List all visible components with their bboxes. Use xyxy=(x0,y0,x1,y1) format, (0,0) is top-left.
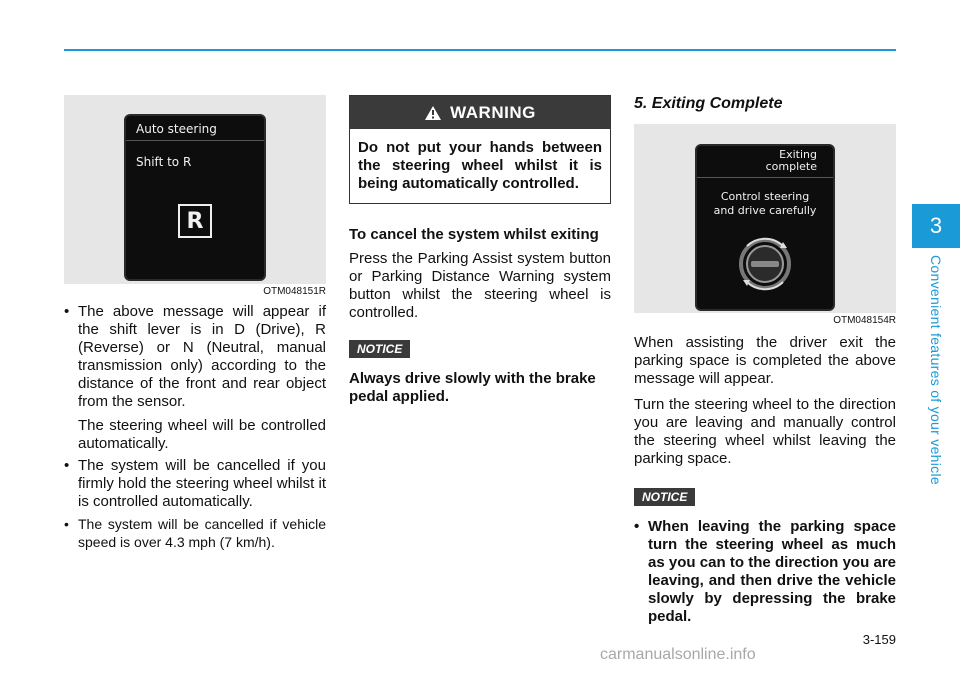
bullet-continuation: The steering wheel will be controlled automatically. xyxy=(78,417,326,452)
warning-title: WARNING xyxy=(450,102,536,122)
section-title: 5. Exiting Complete xyxy=(634,95,783,112)
cancel-heading: To cancel the system whilst exiting xyxy=(349,226,599,243)
list-item: • The system will be cancelled if vehicle speed is over 4.3 mph (7 km/h). xyxy=(64,515,326,551)
steering-wheel-icon xyxy=(733,232,797,296)
chapter-tab xyxy=(912,204,960,248)
gear-letter: R xyxy=(186,208,204,234)
cluster-display xyxy=(695,144,835,311)
figure-exiting-complete xyxy=(634,124,896,313)
display-header-line: complete xyxy=(765,160,817,173)
warning-header xyxy=(350,96,610,129)
figure-auto-steering xyxy=(64,95,326,284)
notice-text: Always drive slowly with the brake pedal applied. xyxy=(349,370,596,405)
display-header: Auto steering xyxy=(126,116,264,141)
display-message xyxy=(697,178,833,218)
page-number: 3-159 xyxy=(862,632,896,647)
display-message-line: Control steering xyxy=(720,190,810,203)
list-item: • The system will be cancelled if you firmly hold the steering wheel whilst it is controlled automatically. xyxy=(64,457,326,511)
list-item: • When leaving the parking space turn the steering wheel as much as you can to the direction you are leaving, and then drive the vehicle slowly by depressing the brake pedal. xyxy=(634,518,896,626)
column-left xyxy=(64,95,326,555)
watermark: carmanualsonline.info xyxy=(600,646,756,663)
warning-icon xyxy=(424,105,442,121)
notice-badge: NOTICE xyxy=(349,340,410,358)
display-header-line: Exiting xyxy=(779,148,817,161)
top-rule xyxy=(64,49,896,51)
display-message: Shift to R xyxy=(136,155,192,169)
cluster-display xyxy=(124,114,266,281)
paragraph: Turn the steering wheel to the direction you are leaving and manually control the steering wheel whilst leaving the parking space. xyxy=(634,396,896,467)
chapter-title: Convenient features of your vehicle xyxy=(928,255,944,485)
bullet-list-2 xyxy=(64,457,326,551)
warning-box xyxy=(349,95,611,204)
list-item: • The above message will appear if the shift lever is in D (Drive), R (Reverse) or N (Neutral, manual transmission only) according to the distance of the front and rear object from the sensor. xyxy=(64,303,326,411)
cancel-text: Press the Parking Assist system button or Parking Distance Warning system button whilst the steering wheel is controlled. xyxy=(349,250,611,321)
figure-caption: OTM048154R xyxy=(833,315,896,326)
warning-text: Do not put your hands between the steering wheel whilst it is being automatically controlled. xyxy=(358,139,602,192)
notice-bullet-list xyxy=(634,518,896,626)
display-header xyxy=(697,146,833,178)
paragraph: When assisting the driver exit the parking space is completed the above message will appear. xyxy=(634,334,896,387)
notice-badge: NOTICE xyxy=(634,488,695,506)
chapter-number: 3 xyxy=(929,213,943,238)
column-middle xyxy=(349,95,611,406)
column-right xyxy=(634,95,896,630)
figure-caption: OTM048151R xyxy=(263,286,326,297)
bullet-list xyxy=(64,303,326,411)
display-message-line: and drive carefully xyxy=(713,204,817,217)
gear-indicator xyxy=(178,204,212,238)
